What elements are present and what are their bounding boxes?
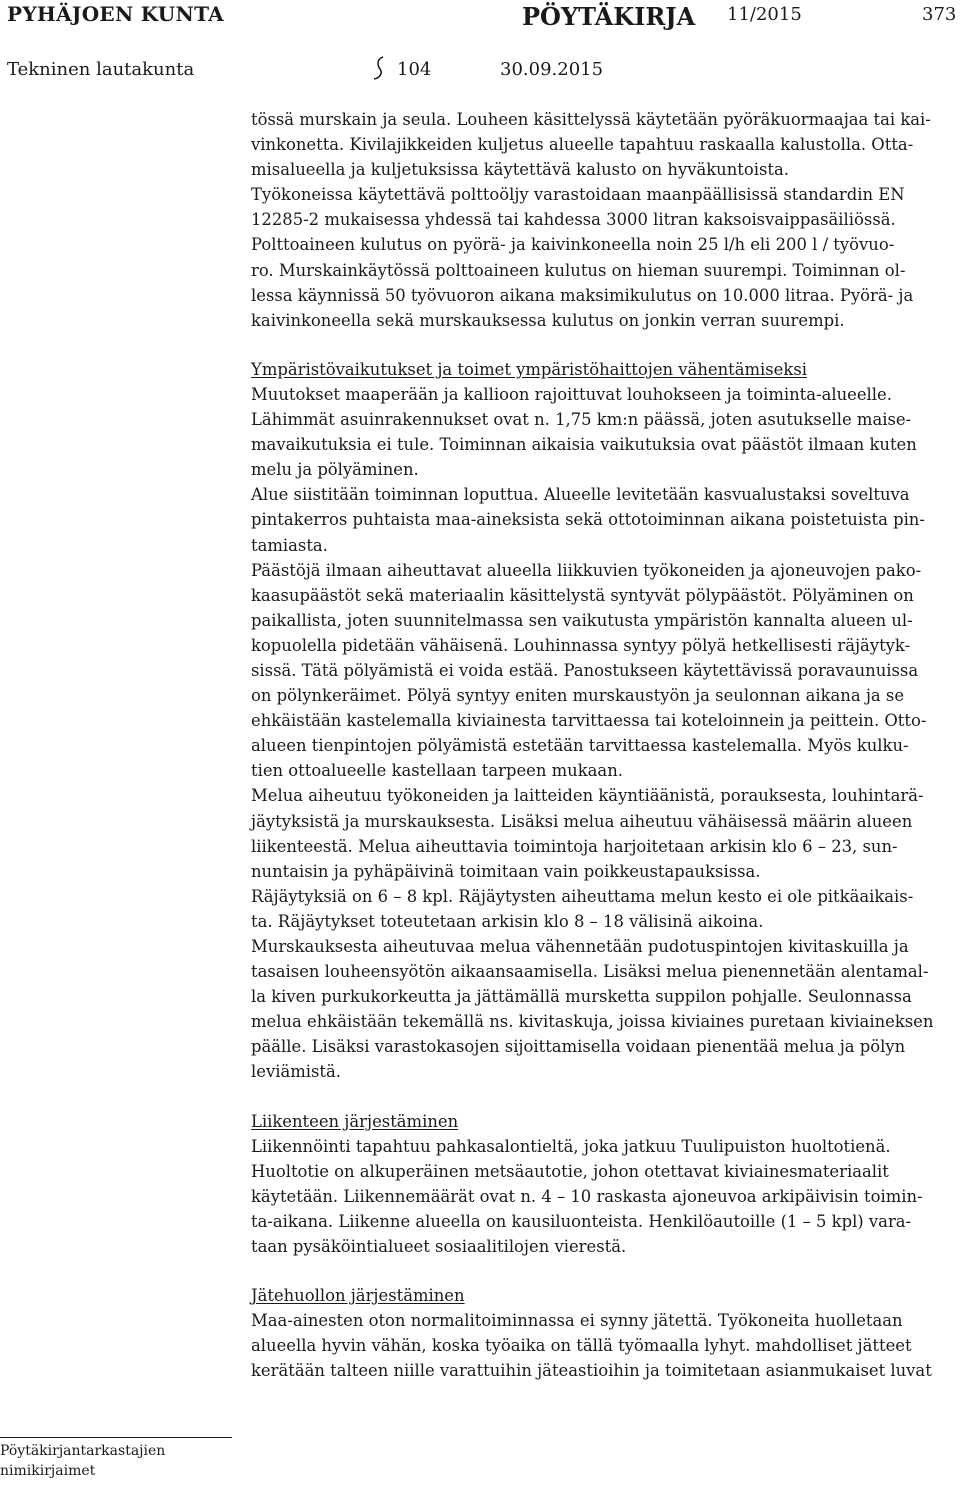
text-line: misalueella ja kuljetuksissa käytettävä kalusto on hyväkuntoista. (251, 160, 789, 180)
text-line: Huoltotie on alkuperäinen metsäautotie, johon otettavat kiviainesmateriaalit (251, 1161, 889, 1181)
text-line: ehkäistään kastelemalla kiviainesta tarvittaessa tai koteloinnein ja peittein. Otto- (251, 711, 927, 731)
text-line: ta. Räjäytykset toteutetaan arkisin klo 8 – 18 välisinä aikoina. (251, 911, 764, 931)
text-line: nuntaisin ja pyhäpäivinä toimitaan vain poikkeustapauksissa. (251, 861, 761, 881)
text-line: tasaisen louheensyötön aikaansaamisella. Lisäksi melua pienennetään alentamal- (251, 962, 929, 982)
text-line: Melua aiheutuu työkoneiden ja laitteiden käyntiäänistä, porauksesta, louhintarä- (251, 786, 924, 806)
issue-number: 11/2015 (727, 4, 802, 25)
text-line: alueella hyvin vähän, koska työaika on tällä työmaalla lyhyt. mahdolliset jätteet (251, 1336, 912, 1356)
text-line: vinkonetta. Kivilajikkeiden kuljetus alueelle tapahtuu raskaalla kalustolla. Otta- (251, 135, 914, 155)
text-line: kopuolella pidetään vähäisenä. Louhinnassa syntyy pölyä hetkellisesti räjäytyk- (251, 635, 911, 655)
text-line: leviämistä. (251, 1062, 341, 1082)
text-line: Muutokset maaperään ja kallioon rajoittuvat louhokseen ja toiminta-alueelle. (251, 384, 892, 404)
text-line: Polttoaineen kulutus on pyörä- ja kaivinkoneella noin 25 l/h eli 200 l / työvuo- (251, 235, 895, 255)
text-line: la kiven purkukorkeutta ja jättämällä mursketta suppilon pohjalle. Seulonnassa (251, 987, 912, 1007)
section-spacer (251, 1259, 956, 1283)
text-line: tamiasta. (251, 535, 328, 555)
text-line: ta-aikana. Liikenne alueella on kausiluonteista. Henkilöautoille (1 – 5 kpl) vara- (251, 1211, 912, 1231)
text-line: Työkoneissa käytettävä polttoöljy varastoidaan maanpäällisissä standardin EN (251, 185, 905, 205)
text-line: tien ottoalueelle kastellaan tarpeen mukaan. (251, 761, 623, 781)
board-name: Tekninen lautakunta (7, 59, 195, 80)
text-line: tössä murskain ja seula. Louheen käsittelyssä käytetään pyöräkuormaajaa tai kai- (251, 110, 931, 129)
section-number: 104 (397, 59, 432, 80)
traffic-heading: Liikenteen järjestäminen (251, 1111, 459, 1131)
footer-label-line: Pöytäkirjantarkastajien (0, 1443, 166, 1459)
text-line: mavaikutuksia ei tule. Toiminnan aikaisia vaikutuksia ovat päästöt ilmaan kuten (251, 435, 917, 455)
text-line: Liikennöinti tapahtuu pahkasalontieltä, joka jatkuu Tuulipuiston huoltotienä. (251, 1136, 891, 1156)
text-line: päälle. Lisäksi varastokasojen sijoittamisella voidaan pienentää melua ja pölyn (251, 1037, 906, 1057)
traffic-section (251, 1109, 956, 1260)
footer-label-line: nimikirjaimet (0, 1463, 96, 1479)
intro-paragraph (251, 107, 956, 333)
text-line: lessa käynnissä 50 työvuoron aikana maksimikulutus on 10.000 litraa. Pyörä- ja (251, 285, 914, 305)
page-number: 373 (922, 4, 957, 25)
text-line: 12285-2 mukaisessa yhdessä tai kahdessa 3000 litran kaksoisvaippasäiliössä. (251, 210, 896, 230)
text-line: Alue siistitään toiminnan loputtua. Alueelle levitetään kasvualustaksi soveltuva (251, 485, 910, 505)
text-line: melu ja pölyäminen. (251, 460, 419, 480)
text-line: Lähimmät asuinrakennukset ovat n. 1,75 km:n päässä, joten asutukselle maise- (251, 410, 912, 430)
text-line: liikenteestä. Melua aiheuttavia toimintoja harjoitetaan arkisin klo 6 – 23, sun- (251, 836, 898, 856)
text-line: alueen tienpintojen pölyämistä estetään tarvittaessa kastelemalla. Myös kulku- (251, 736, 909, 756)
text-line: kaivinkoneella sekä murskauksessa kulutus on jonkin verran suurempi. (251, 310, 845, 330)
text-line: sissä. Tätä pölyämistä ei voida estää. Panostukseen käytettävissä poravaunuissa (251, 660, 919, 680)
text-line: jäytyksistä ja murskauksesta. Lisäksi melua aiheutuu vähäisessä määrin alueen (251, 811, 913, 831)
environment-heading: Ympäristövaikutukset ja toimet ympäristöhaittojen vähentämiseksi (251, 359, 807, 379)
text-line: käytetään. Liikennemäärät ovat n. 4 – 10 raskasta ajoneuvoa arkipäivisin toimin- (251, 1186, 923, 1206)
text-line: on pölynkeräimet. Pölyä syntyy eniten murskaustyön ja seulonnan aikana ja se (251, 686, 905, 706)
text-line: melua ehkäistään tekemällä ns. kivitaskuja, joissa kiviaines puretaan kiviaineksen (251, 1012, 934, 1032)
section-mark-icon (372, 56, 386, 80)
section-spacer (251, 1085, 956, 1109)
meeting-date: 30.09.2015 (500, 59, 604, 80)
text-line: Päästöjä ilmaan aiheuttavat alueella liikkuvien työkoneiden ja ajoneuvojen pako- (251, 560, 922, 580)
document-type: PÖYTÄKIRJA (522, 2, 696, 31)
section-spacer (251, 333, 956, 357)
text-line: pintakerros puhtaista maa-aineksista sekä ottotoiminnan aikana poistetuista pin- (251, 510, 925, 530)
text-line: kerätään talteen niille varattuihin jäteastioihin ja toimitetaan asianmukaiset luvat (251, 1361, 932, 1381)
footer-divider (0, 1437, 232, 1438)
text-line: Murskauksesta aiheutuvaa melua vähennetään pudotuspintojen kivitaskuilla ja (251, 937, 909, 956)
municipality-name: PYHÄJOEN KUNTA (7, 2, 225, 26)
environment-section (251, 357, 956, 1085)
footer-initials-label (0, 1441, 240, 1481)
text-line: taan pysäköintialueet sosiaalitilojen vierestä. (251, 1237, 627, 1257)
waste-section (251, 1283, 956, 1383)
text-line: kaasupäästöt sekä materiaalin käsittelystä syntyvät pölypäästöt. Pölyäminen on (251, 585, 914, 605)
text-line: paikallista, joten suunnitelmassa sen vaikutusta ympäristön kannalta alueen ul- (251, 610, 913, 630)
text-line: Maa-ainesten oton normalitoiminnassa ei synny jätettä. Työkoneita huolletaan (251, 1311, 903, 1331)
text-line: Räjäytyksiä on 6 – 8 kpl. Räjäytysten aiheuttama melun kesto ei ole pitkäaikais- (251, 886, 914, 906)
document-body (251, 107, 956, 1384)
text-line: ro. Murskainkäytössä polttoaineen kulutus on hieman suurempi. Toiminnan ol- (251, 260, 906, 280)
waste-heading: Jätehuollon järjestäminen (251, 1286, 465, 1306)
